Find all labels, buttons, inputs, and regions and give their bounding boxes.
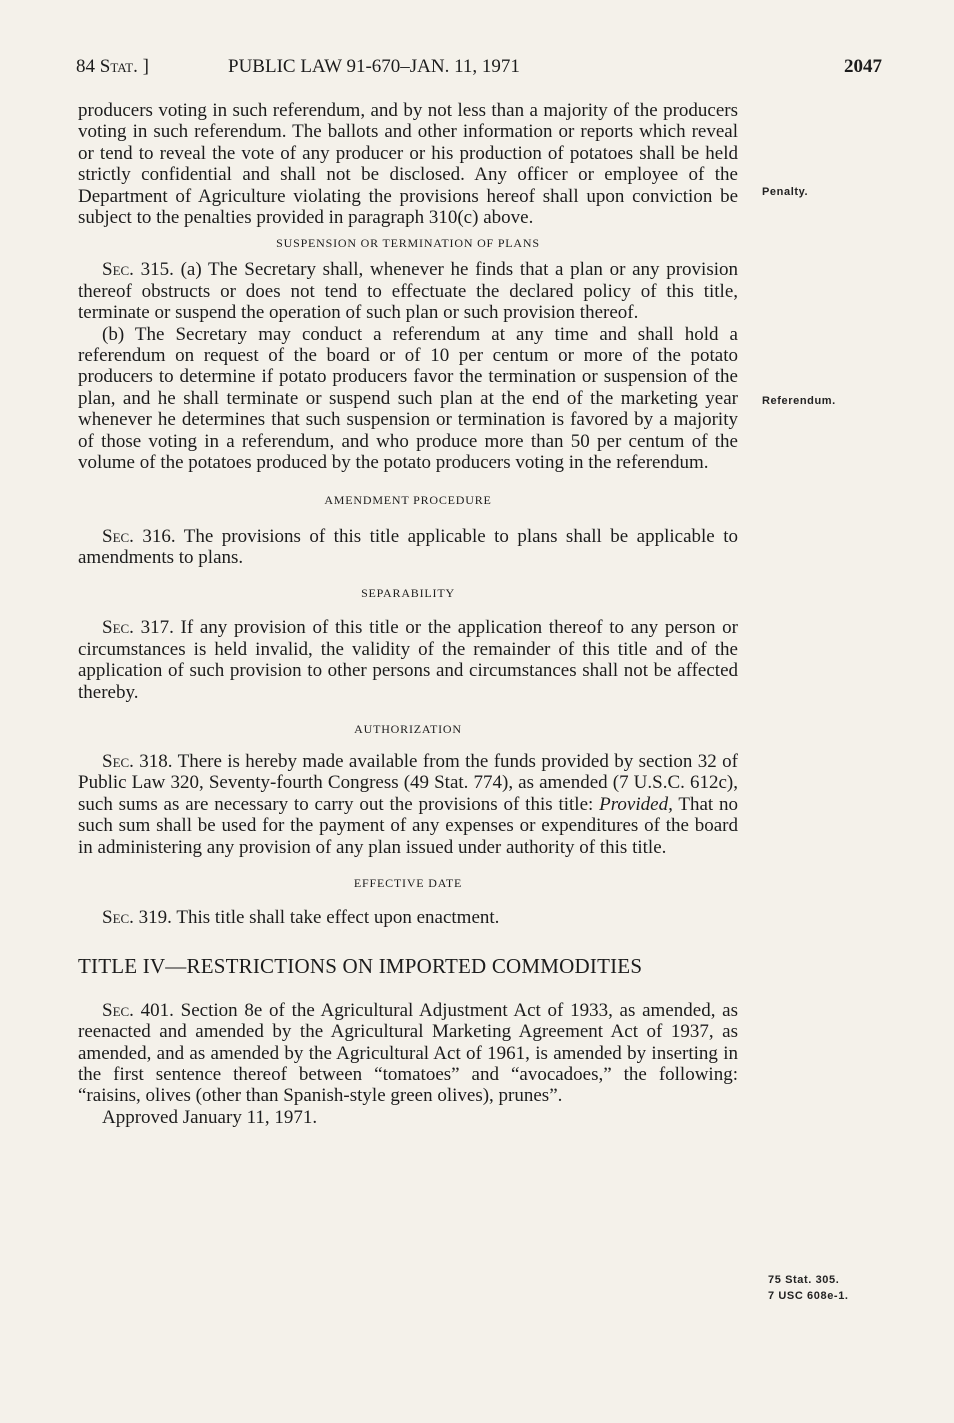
citation-stat: 75 Stat. 305. bbox=[768, 1274, 840, 1286]
page-header bbox=[76, 56, 882, 86]
section-label-317: Sec. 317. bbox=[102, 617, 174, 639]
law-title: PUBLIC LAW 91-670–JAN. 11, 1971 bbox=[228, 56, 520, 77]
margin-note-citation bbox=[768, 1272, 849, 1304]
section-317 bbox=[78, 617, 738, 703]
section-heading-319: EFFECTIVE DATE bbox=[353, 875, 463, 890]
page-number: 2047 bbox=[844, 56, 882, 77]
section-401-text: Section 8e of the Agricultural Adjustment Act of 1933, as amended, as reenacted and amended by the Agricultural Marketing Agreement Act of 1937, as amended, and as amended by the Agricultural Act of 1961, is amended by inserting in the first sentence thereof between “tomatoes” and “avocadoes,” the following: “raisins, olives (other than Spanish-style green olives), prunes”. bbox=[78, 999, 738, 1107]
section-heading-318: AUTHORIZATION bbox=[354, 721, 462, 736]
continuation-paragraph: producers voting in such referendum, and by not less than a majority of the producers voting in such referendum. The ballots and other information or reports which reveal or tend to reveal the vote of any producer or his production of potatoes shall be held strictly confidential and shall not be disclosed. Any officer or employee of the Department of Agriculture violating the provisions hereof shall upon conviction be subject to the penalties provided in paragraph 310(c) above. bbox=[78, 100, 738, 229]
stat-volume: 84 Stat. ] bbox=[76, 56, 149, 77]
section-316 bbox=[78, 526, 738, 569]
section-319 bbox=[78, 907, 738, 928]
title-iv-heading: TITLE IV—RESTRICTIONS ON IMPORTED COMMODITIES bbox=[78, 954, 643, 979]
section-318-text-1: There is hereby made available from the funds provided by section 32 of Public Law 320, Seventy-fourth Congress (49 Stat. 774), as amended (7 U.S.C. 612c), such sums as are necessary to carry out the provisions of this title: bbox=[78, 750, 738, 815]
section-319-text: This title shall take effect upon enactment. bbox=[176, 906, 500, 928]
margin-note-referendum: Referendum. bbox=[762, 395, 836, 407]
section-label-401: Sec. 401. bbox=[102, 999, 174, 1021]
section-318-text-2: That no such sum shall be used for the payment of any expenses or expenditures of the board in administering any provision of any plan issued under authority of this title. bbox=[78, 793, 738, 858]
section-label-315: Sec. 315. bbox=[102, 259, 174, 281]
section-315a bbox=[78, 259, 738, 323]
section-heading-316: AMENDMENT PROCEDURE bbox=[324, 492, 492, 507]
section-318 bbox=[78, 751, 738, 858]
section-label-316: Sec. 316. bbox=[102, 525, 176, 547]
section-heading-315: SUSPENSION OR TERMINATION OF PLANS bbox=[276, 236, 540, 251]
section-401 bbox=[78, 1000, 738, 1107]
section-315b: (b) The Secretary may conduct a referendum at any time and shall hold a referendum on request of the board or of 10 per centum or more of the potato producers to determine if potato producers favor the termination or suspension of the plan, and he shall terminate or suspend such plan at the end of the marketing year whenever he determines that such suspension or termination is favored by a majority of those voting in a referendum, and who produce more than 50 per centum of the volume of the potatoes produced by the potato producers voting in the referendum. bbox=[78, 323, 738, 474]
section-316-text: The provisions of this title applicable to plans shall be applicable to amendments to plans. bbox=[78, 525, 738, 568]
margin-note-penalty: Penalty. bbox=[762, 186, 809, 198]
section-315a-text: (a) The Secretary shall, whenever he finds that a plan or any provision thereof obstructs or does not tend to effectuate the declared policy of this title, terminate or suspend the operation of such plan or such provision thereof. bbox=[78, 259, 739, 324]
section-317-text: If any provision of this title or the application thereof to any person or circumstances is held invalid, the validity of the remainder of this title and of the application of such provision to other persons and circumstances shall not be affected thereby. bbox=[78, 617, 739, 703]
provided-proviso: Provided, bbox=[599, 793, 673, 815]
section-heading-317: SEPARABILITY bbox=[361, 586, 455, 601]
section-label-318: Sec. 318. bbox=[102, 750, 173, 772]
page-body bbox=[78, 100, 738, 1128]
section-label-319: Sec. 319. bbox=[102, 906, 172, 928]
approval-date: Approved January 11, 1971. bbox=[102, 1106, 318, 1128]
citation-usc: 7 USC 608e-1. bbox=[768, 1290, 849, 1302]
